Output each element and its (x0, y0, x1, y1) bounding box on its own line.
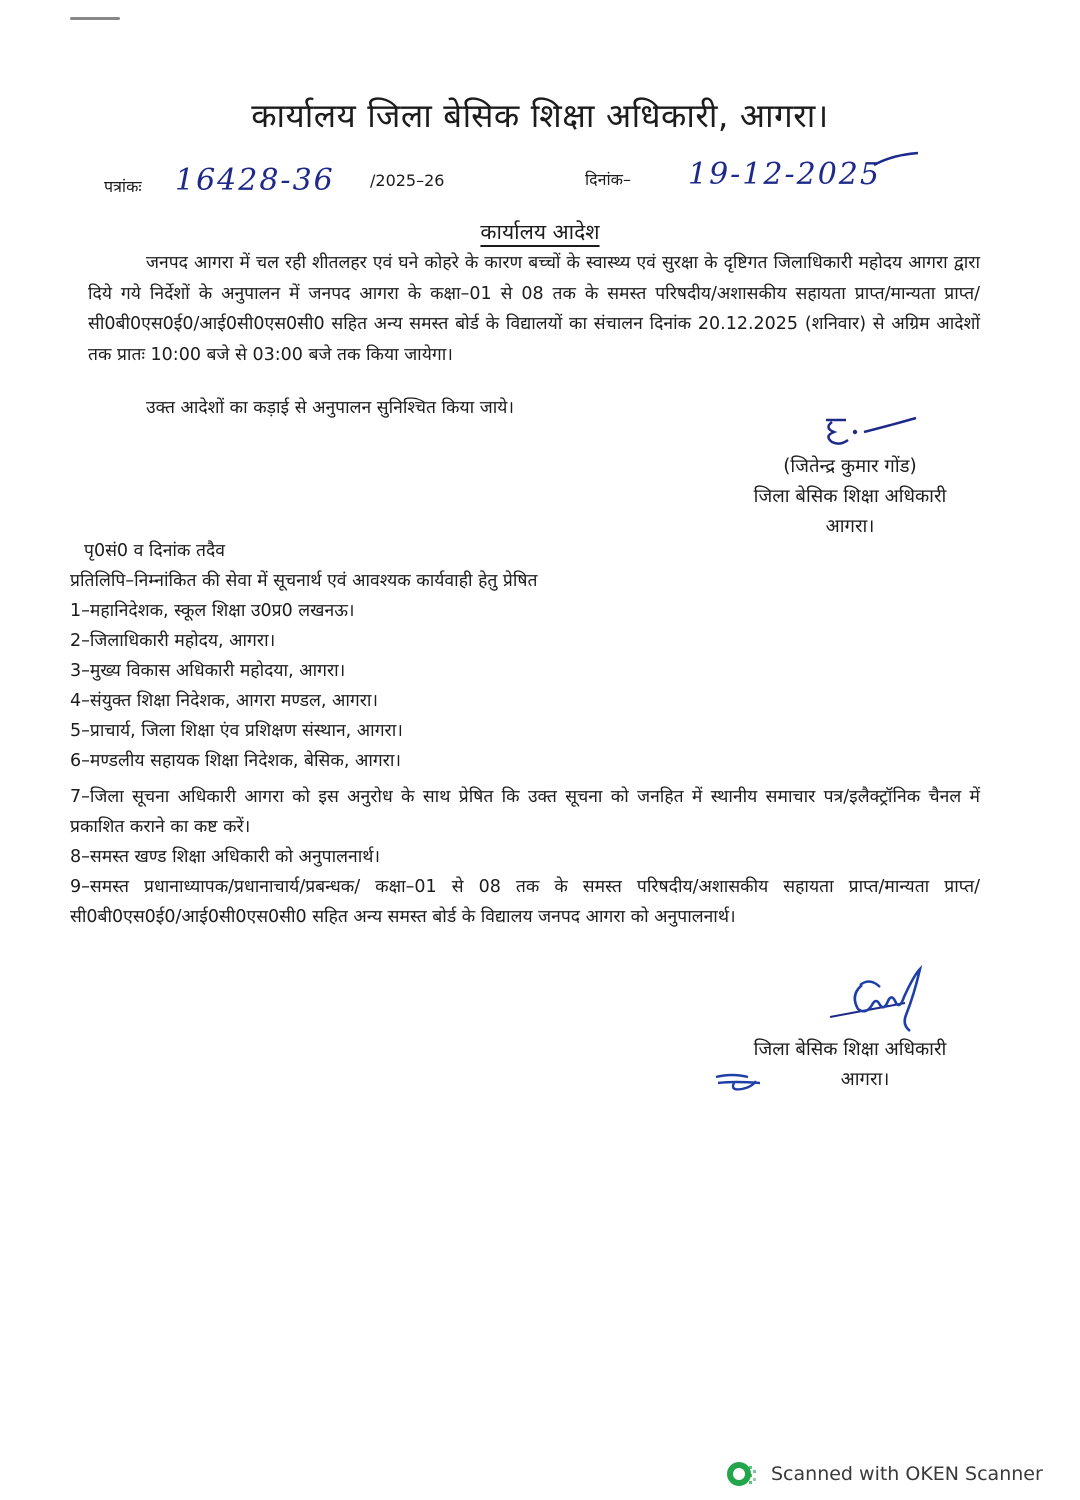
scanner-watermark (727, 1458, 1043, 1490)
handwritten-signature-icon (810, 965, 950, 1035)
signature-block-final (700, 965, 1000, 1095)
final-designation: जिला बेसिक शिक्षा अधिकारी (753, 1039, 947, 1060)
recipient-item: 6–मण्डलीय सहायक शिक्षा निदेशक, बेसिक, आगरा। (70, 751, 401, 771)
recipient-item: 3–मुख्य विकास अधिकारी महोदया, आगरा। (70, 661, 346, 681)
recipient-item: 9–समस्त प्रधानाध्यापक/प्रधानाचार्य/प्रबन्धक/ कक्षा–01 से 08 तक के समस्त परिषदीय/अशासकीय सहायता प्राप्त/मान्यता प्राप्त/सी0बी0एस0ई0/आई0सी0एस0सी0 सहित अन्य समस्त बोर्ड के विद्यालय जनपद आगरा को अनुपालनार्थ। (70, 877, 980, 927)
recipient-item: 8–समस्त खण्ड शिक्षा अधिकारी को अनुपालनार्थ। (70, 847, 381, 867)
copy-reference-line: पृ0सं0 व दिनांक तदैव (84, 541, 225, 561)
officer-name: (जितेन्द्र कुमार गोंड) (783, 456, 917, 477)
recipient-item: 4–संयुक्त शिक्षा निदेशक, आगरा मण्डल, आगरा। (70, 691, 379, 711)
office-title: कार्यालय जिला बेसिक शिक्षा अधिकारी, आगरा। (251, 96, 829, 135)
date-value: 19-12-2025 (688, 157, 881, 192)
signature-block-officer (700, 452, 1000, 542)
officer-designation: जिला बेसिक शिक्षा अधिकारी (753, 486, 947, 507)
date-underline-stroke (872, 149, 922, 169)
reference-row (0, 157, 1080, 203)
letter-number-value: 16428-36 (175, 163, 335, 198)
recipient-item: 2–जिलाधिकारी महोदय, आगरा। (70, 631, 276, 651)
scan-artifact-mark (70, 17, 120, 20)
order-heading (0, 218, 1080, 246)
officer-place: आगरा। (825, 516, 875, 537)
scanner-watermark-text: Scanned with OKEN Scanner (771, 1463, 1043, 1485)
recipient-item: 1–महानिदेशक, स्कूल शिक्षा उ0प्र0 लखनऊ। (70, 601, 355, 621)
oken-scanner-logo-icon (727, 1460, 759, 1488)
copy-intro: प्रतिलिपि–निम्नांकित की सेवा में सूचनार्थ एवं आवश्यक कार्यवाही हेतु प्रेषित (70, 571, 538, 591)
date-label: दिनांक– (585, 170, 631, 189)
initials-scribble-icon (712, 1071, 767, 1093)
order-paragraph-main: जनपद आगरा में चल रही शीतलहर एवं घने कोहरे के कारण बच्चों के स्वास्थ्य एवं सुरक्षा के दृष्टिगत जिलाधिकारी महोदय आगरा द्वारा दिये गये निर्देशों के अनुपालन में जनपद आगरा के कक्षा–01 से 08 तक के समस्त परिषदीय/अशासकीय सहायता प्राप्त/मान्यता प्राप्त/सी0बी0एस0ई0/आई0सी0एस0सी0 सहित अन्य समस्त बोर्ड के विद्यालयों का संचालन दिनांक 20.12.2025 (शनिवार) से अग्रिम आदेशों तक प्रातः 10:00 बजे से 03:00 बजे तक किया जायेगा। (88, 253, 980, 365)
recipient-item: 7–जिला सूचना अधिकारी आगरा को इस अनुरोध के साथ प्रेषित कि उक्त सूचना को जनहित में स्थानीय समाचार पत्र/इलैक्ट्रॉनिक चैनल में प्रकाशित कराने का कष्ट करें। (70, 787, 980, 837)
copy-distribution-list (70, 536, 980, 932)
session-year: /2025–26 (370, 171, 445, 190)
initials-signature-icon (818, 410, 928, 450)
final-place: आगरा। (840, 1069, 890, 1090)
order-heading-text: कार्यालय आदेश (480, 220, 600, 244)
recipient-item: 5–प्राचार्य, जिला शिक्षा एंव प्रशिक्षण संस्थान, आगरा। (70, 721, 403, 741)
order-paragraph-compliance: उक्त आदेशों का कड़ाई से अनुपालन सुनिश्चित किया जाये। (146, 398, 515, 418)
letter-number-label: पत्रांकः (104, 177, 142, 196)
